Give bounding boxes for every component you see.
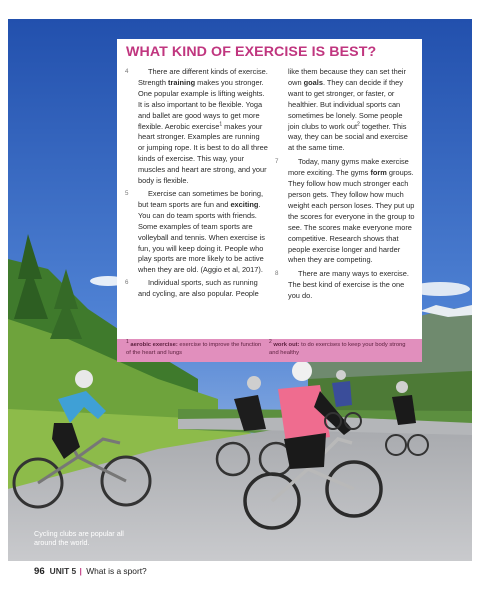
paragraph-7	[275, 157, 416, 266]
paragraph-text: There are many ways to exercise. The best kind of exercise is the one you do.	[288, 269, 409, 301]
paragraph-text: like them because they can set their own	[288, 67, 406, 87]
glossary-entry-aerobic	[126, 339, 266, 358]
glossary-term: work out:	[273, 342, 300, 348]
paragraph-number: 4	[125, 68, 129, 75]
vocab-word: goals	[303, 77, 323, 87]
column-right	[275, 67, 416, 304]
paragraph-6	[125, 278, 268, 300]
footer-separator: |	[79, 566, 82, 576]
footnote-marker: 1	[126, 339, 129, 346]
paragraph-text: together. This way, they can be social and exercise at the same time.	[288, 121, 408, 153]
article-title: WHAT KIND OF EXERCISE IS BEST?	[126, 44, 377, 60]
column-left	[125, 67, 268, 302]
vocab-word: form	[370, 168, 387, 178]
glossary-definition: to do exercises to keep your body strong and healthy	[269, 342, 406, 356]
page-number: 96	[34, 566, 45, 577]
footnote-marker: 2	[357, 121, 360, 128]
page-footer	[34, 566, 147, 577]
paragraph-text: makes you stronger. One popular example is lifting weights. It is also important to be flexible. Yoga and ballet are good ways to get more flexible. Aerobic exercise	[138, 77, 265, 131]
unit-label: UNIT 5	[49, 566, 77, 576]
glossary-strip	[117, 339, 422, 362]
photo-caption: Cycling clubs are popular all around the world.	[34, 529, 124, 547]
paragraph-6-continued	[275, 67, 416, 154]
paragraph-5	[125, 189, 268, 276]
vocab-word: training	[168, 77, 196, 87]
paragraph-number: 8	[275, 270, 279, 278]
paragraph-text: groups. They follow how much stronger each person gets. They follow how much weight each person loses. They put up the scores for everyone in the group to see. The scores make everyone more competitive. Research shows that people exercise longer and harder when they are competing.	[288, 168, 415, 265]
paragraph-text: Exercise can sometimes be boring, but team sports are fun and	[138, 188, 264, 209]
paragraph-number: 5	[125, 189, 129, 197]
paragraph-text: Individual sports, such as running and cycling, are also popular. People	[138, 278, 259, 299]
paragraph-4	[125, 67, 268, 187]
paragraph-text: makes your heart stronger. Examples are running or jumping rope. It is best to do all three kinds of exercise. This way, your muscles and heart are strong, and your body is flexible.	[138, 121, 268, 186]
paragraph-text: . They can decide if they want to get stronger, or faster, or healthier. But individual sports can sometimes be lonely. Some people join clubs to work out	[288, 77, 403, 131]
lesson-title: What is a sport?	[86, 566, 147, 576]
glossary-term: aerobic exercise:	[130, 342, 178, 348]
paragraph-number: 6	[125, 279, 129, 287]
footnote-marker: 2	[269, 339, 272, 346]
paragraph-number: 7	[275, 158, 279, 166]
vocab-word: exciting	[230, 199, 259, 209]
paragraph-text: Today, many gyms make exercise more exciting. The gyms	[288, 157, 409, 178]
glossary-definition: exercise to improve the function of the heart and lungs	[126, 342, 262, 356]
article-panel	[117, 39, 422, 339]
glossary-entry-work-out	[269, 339, 414, 358]
footnote-marker: 1	[219, 121, 223, 128]
paragraph-8	[275, 269, 416, 302]
paragraph-text: . You can do team sports with friends. Some examples of team sports are volleyball and tennis. When exercise is fun, you will keep doing it. People who play sports are more likely to be active when they are old. (Aggio et al, 2017).	[138, 199, 265, 275]
paragraph-text: There are different kinds of exercise. Strength	[138, 67, 268, 87]
